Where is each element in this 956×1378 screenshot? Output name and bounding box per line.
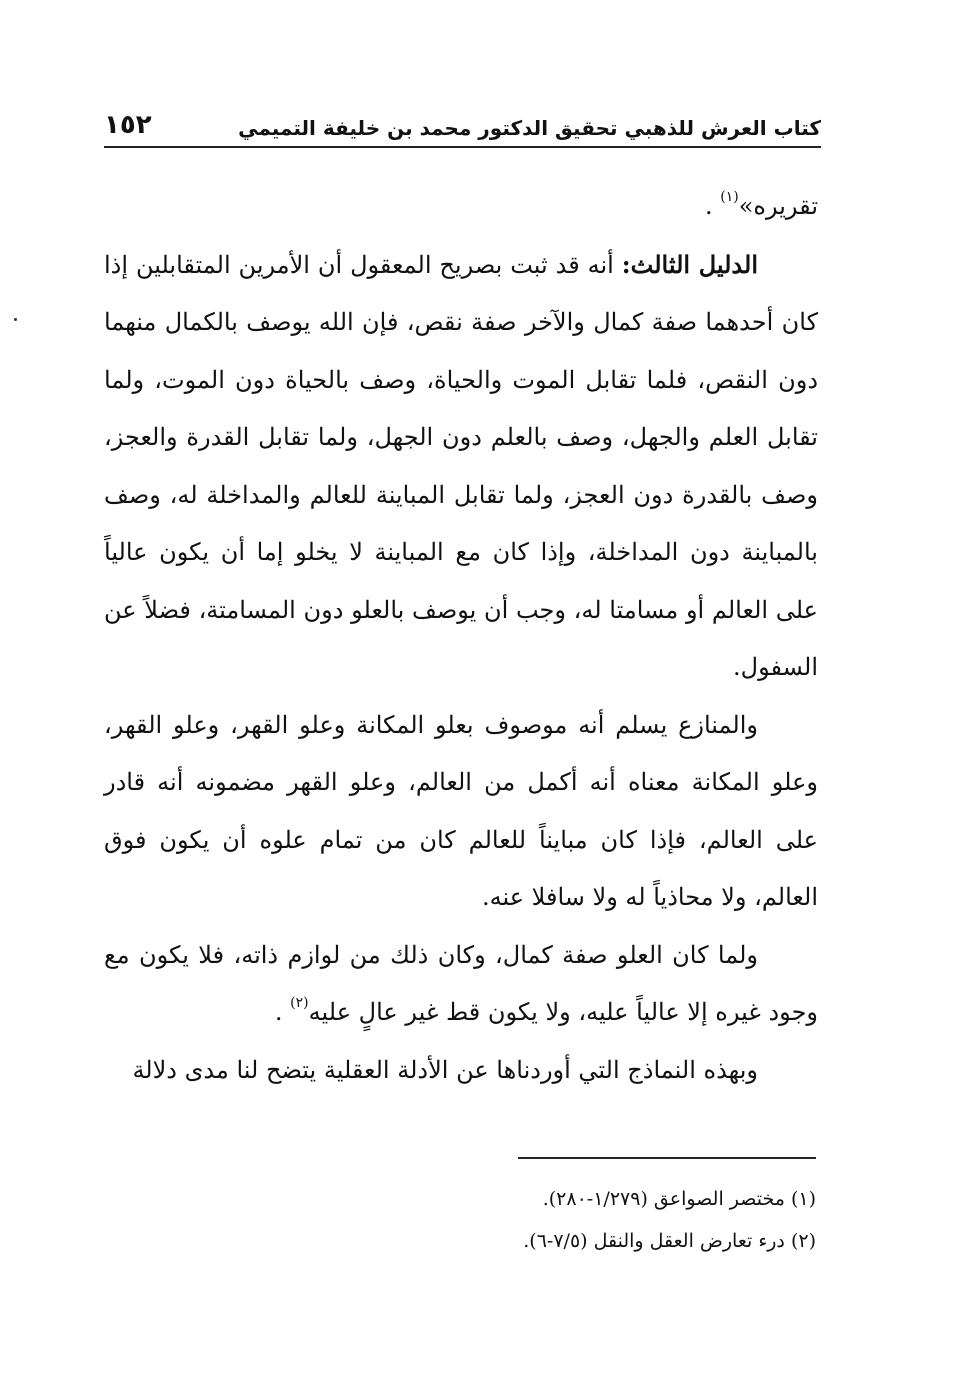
footnotes bbox=[300, 1178, 816, 1262]
scan-speck bbox=[14, 318, 17, 321]
page-header bbox=[104, 96, 821, 148]
running-title: كتاب العرش للذهبي تحقيق الدكتور محمد بن خليفة التميمي bbox=[238, 116, 821, 140]
footnote-2: (٢) درء تعارض العقل والنقل (٧/٥-٦). bbox=[523, 1230, 816, 1252]
footnote-marker: (١) bbox=[720, 189, 739, 205]
paragraph-text: أنه قد ثبت بصريح المعقول أن الأمرين المتقابلين إذا كان أحدهما صفة كمال والآخر صفة نقص، فإن الله يوصف بالكمال منهما دون النقص، فلما تقابل الموت والحياة، وصف بالحياة دون الموت، ولما تقابل العلم والجهل، وصف بالعلم دون الجهل، ولما تقابل القدرة والعجز، وصف بالقدرة دون العجز، ولما تقابل المباينة للعالم والمداخلة له، وصف بالمباينة دون المداخلة، وإذا كان مع المباينة لا يخلو إما أن يكون عالياً على العالم أو مسامتا له، وجب أن يوصف بالعلو دون المسامتة، فضلاً عن السفول. bbox=[104, 250, 819, 681]
footnote-marker: (٢) bbox=[290, 995, 309, 1011]
footnote-divider bbox=[518, 1157, 816, 1159]
paragraph-opponent: والمنازع يسلم أنه موصوف بعلو المكانة وعلو القهر، وعلو القهر، وعلو المكانة معناه أنه أكمل من العالم، وعلو القهر مضمونه أنه قادر على العالم، فإذا كان مبايناً للعالم كان من تمام علوه أن يكون فوق العالم، ولا محاذياً له ولا سافلا عنه. bbox=[104, 710, 818, 911]
paragraph-end: . bbox=[274, 998, 291, 1026]
page-number: ١٥٢ bbox=[104, 110, 152, 140]
paragraph-end: . bbox=[705, 192, 721, 220]
paragraph-continuation bbox=[104, 178, 818, 236]
paragraph-highness bbox=[104, 927, 818, 1042]
paragraph-third-proof bbox=[104, 236, 818, 697]
paragraph-text: ولما كان العلو صفة كمال، وكان ذلك من لوازم ذاته، فلا يكون مع وجود غيره إلا عالياً عليه، ولا يكون قط غير عالٍ عليه bbox=[104, 940, 818, 1026]
main-text bbox=[104, 178, 818, 1099]
section-lead: الدليل الثالث: bbox=[621, 249, 759, 279]
paragraph-conclusion: وبهذه النماذج التي أوردناها عن الأدلة العقلية يتضح لنا مدى دلالة bbox=[132, 1055, 758, 1084]
footnote-1: (١) مختصر الصواعق (١/٢٧٩-٢٨٠). bbox=[542, 1188, 816, 1210]
paragraph-text: تقريره» bbox=[738, 192, 818, 220]
